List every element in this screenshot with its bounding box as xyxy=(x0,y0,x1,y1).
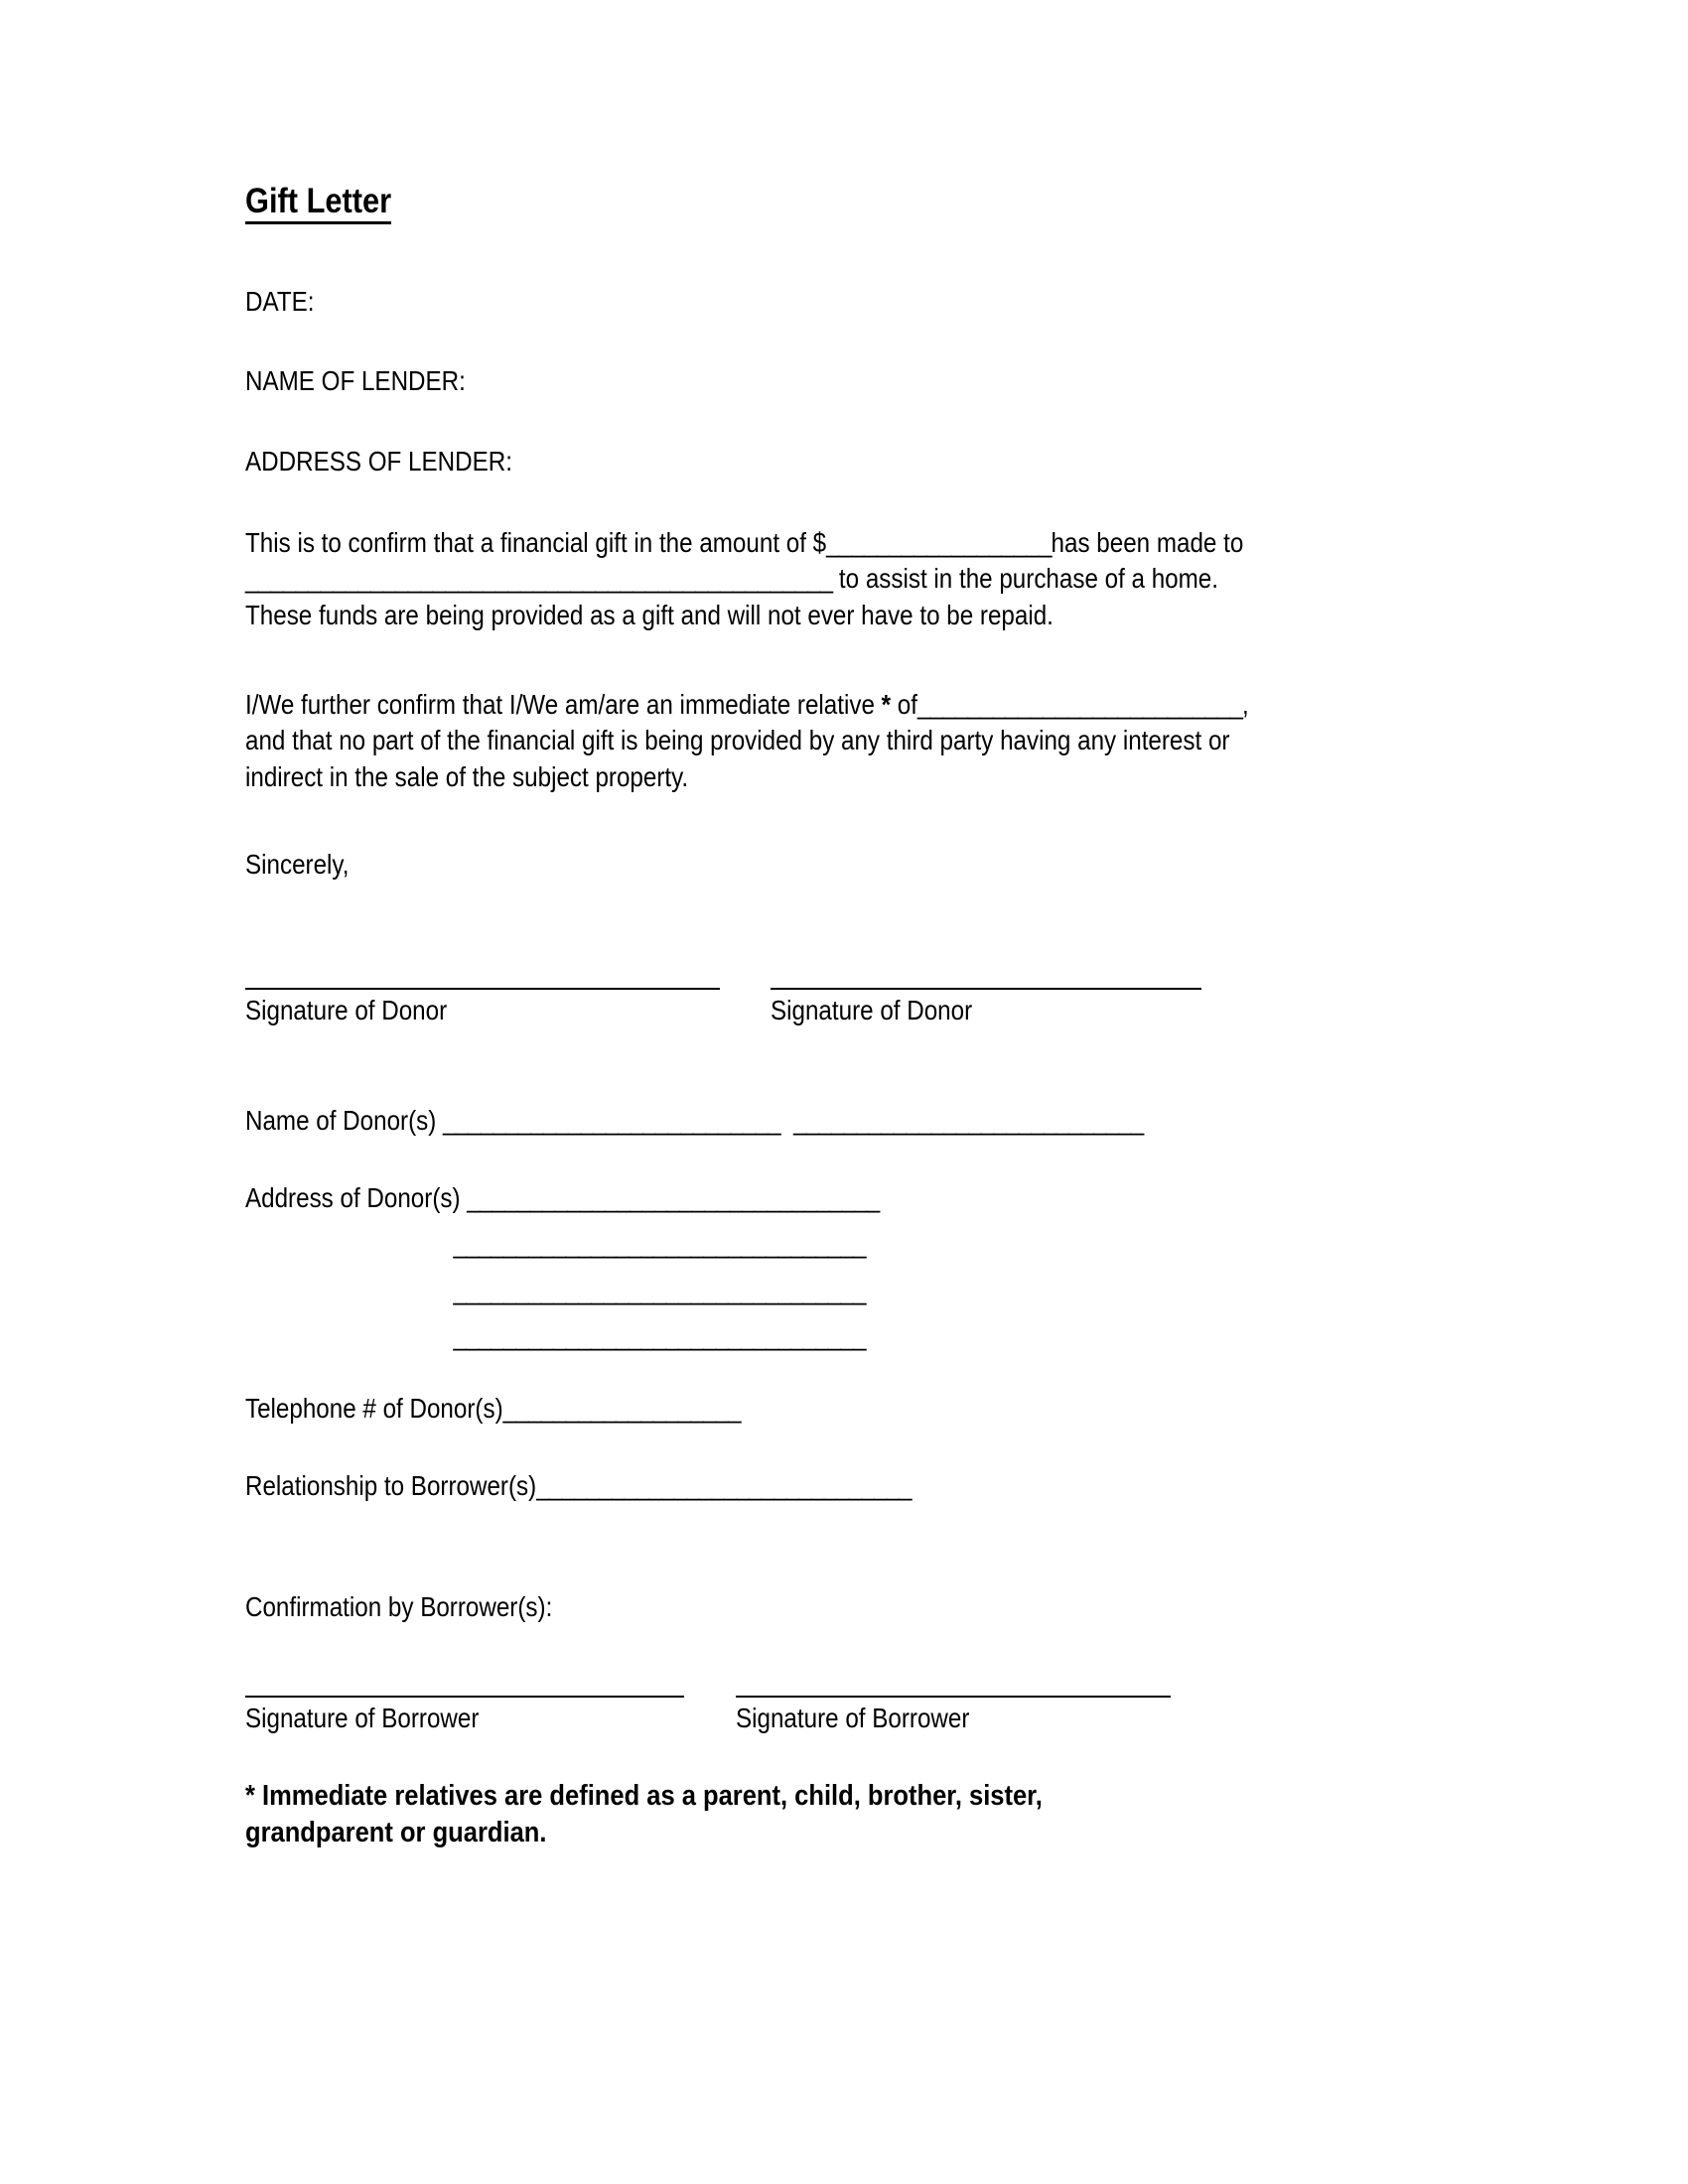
donor-name-row xyxy=(245,1104,1294,1137)
paragraph-relative-confirmation-line-1 xyxy=(245,687,1294,723)
borrower-signature-block-1 xyxy=(245,1696,684,1734)
borrower-signature-label-1: Signature of Borrower xyxy=(245,1702,480,1733)
footnote-immediate-relatives xyxy=(245,1778,1294,1851)
paragraph-gift-confirmation-line-2 xyxy=(245,561,1294,597)
donor-signature-label-1: Signature of Donor xyxy=(245,995,448,1026)
relative-of-text: of xyxy=(891,688,917,720)
donor-telephone-blank[interactable]: ___________________ xyxy=(502,1393,741,1425)
donor-name-gap xyxy=(780,1105,793,1136)
donor-signature-row xyxy=(245,988,1437,1026)
donor-name-label: Name of Donor(s) xyxy=(245,1105,444,1137)
borrower-signature-row xyxy=(245,1696,1437,1734)
field-lender-address-label: ADDRESS OF LENDER: xyxy=(245,445,512,477)
donor-signature-block-2 xyxy=(771,988,1201,1026)
spacer xyxy=(245,1734,1437,1778)
donor-address-label: Address of Donor(s) xyxy=(245,1181,468,1213)
relative-name-blank[interactable]: __________________________ xyxy=(916,688,1243,720)
donor-address-blank-1[interactable]: _________________________________ xyxy=(467,1181,880,1213)
donor-address-blank-4[interactable]: _________________________________ xyxy=(453,1320,866,1352)
paragraph-relative-confirmation xyxy=(245,687,1294,795)
spacer xyxy=(245,1026,1437,1104)
document-body xyxy=(245,184,1437,1851)
donor-name-blank-2[interactable]: ____________________________ xyxy=(793,1105,1144,1137)
closing-salutation: Sincerely, xyxy=(245,848,350,880)
borrower-confirmation-heading: Confirmation by Borrower(s): xyxy=(245,1591,553,1623)
field-lender-name-label: NAME OF LENDER: xyxy=(245,365,466,397)
spacer xyxy=(245,643,1437,687)
donor-signature-label-2: Signature of Donor xyxy=(771,995,973,1026)
donor-signature-line-2[interactable] xyxy=(771,988,1201,990)
paragraph-relative-confirmation-line-3: indirect in the sale of the subject property. xyxy=(245,760,689,792)
donor-relationship-label: Relationship to Borrower(s) xyxy=(245,1469,537,1501)
footnote-line-2: grandparent or guardian. xyxy=(245,1816,547,1848)
footnote-line-1: * Immediate relatives are defined as a parent, child, brother, sister, xyxy=(245,1779,1043,1812)
borrower-signature-block-2 xyxy=(736,1696,1171,1734)
paragraph-gift-confirmation-line-3: These funds are being provided as a gift and will not ever have to be repaid. xyxy=(245,599,1054,630)
field-date-label: DATE: xyxy=(245,285,315,317)
borrower-signature-line-1[interactable] xyxy=(245,1696,684,1698)
spacer xyxy=(245,881,1437,988)
paragraph-gift-confirmation xyxy=(245,525,1294,633)
gift-purpose-text: to assist in the purchase of a home. xyxy=(832,563,1218,595)
asterisk-marker: * xyxy=(881,688,892,720)
spacer xyxy=(245,1502,1437,1591)
gift-amount-blank[interactable]: __________________ xyxy=(826,527,1052,559)
donor-address-blank-3[interactable]: _________________________________ xyxy=(453,1274,866,1305)
donor-telephone-label: Telephone # of Donor(s) xyxy=(245,1393,503,1425)
gift-amount-trail-text: has been made to xyxy=(1051,527,1244,559)
donor-relationship-blank[interactable]: ______________________________ xyxy=(536,1469,912,1501)
donor-telephone-row xyxy=(245,1392,1294,1425)
spacer xyxy=(245,1624,1437,1696)
paragraph-relative-confirmation-line-2: and that no part of the financial gift is being provided by any third party having any interest or xyxy=(245,725,1230,756)
paragraph-gift-confirmation-line-1 xyxy=(245,525,1294,561)
gift-amount-lead-text: This is to confirm that a financial gift in the amount of $ xyxy=(245,527,827,559)
borrower-signature-line-2[interactable] xyxy=(736,1696,1171,1698)
donor-signature-block-1 xyxy=(245,988,720,1026)
borrower-signature-label-2: Signature of Borrower xyxy=(736,1702,970,1733)
donor-address-row-3 xyxy=(245,1275,1294,1306)
donor-address-row-1 xyxy=(245,1181,1294,1214)
donor-address-blank-2[interactable]: _________________________________ xyxy=(453,1228,866,1260)
relative-lead-text: I/We further confirm that I/We am/are an immediate relative xyxy=(245,688,882,720)
donor-address-row-2 xyxy=(245,1228,1294,1260)
donor-relationship-row xyxy=(245,1469,1294,1502)
relative-line-comma: , xyxy=(1242,688,1249,720)
spacer xyxy=(245,805,1437,849)
gift-recipient-blank[interactable]: _______________________________________________ xyxy=(245,563,833,595)
donor-address-row-4 xyxy=(245,1320,1294,1352)
donor-signature-line-1[interactable] xyxy=(245,988,720,990)
donor-name-blank-1[interactable]: ___________________________ xyxy=(443,1105,780,1137)
page-title: Gift Letter xyxy=(245,184,391,224)
